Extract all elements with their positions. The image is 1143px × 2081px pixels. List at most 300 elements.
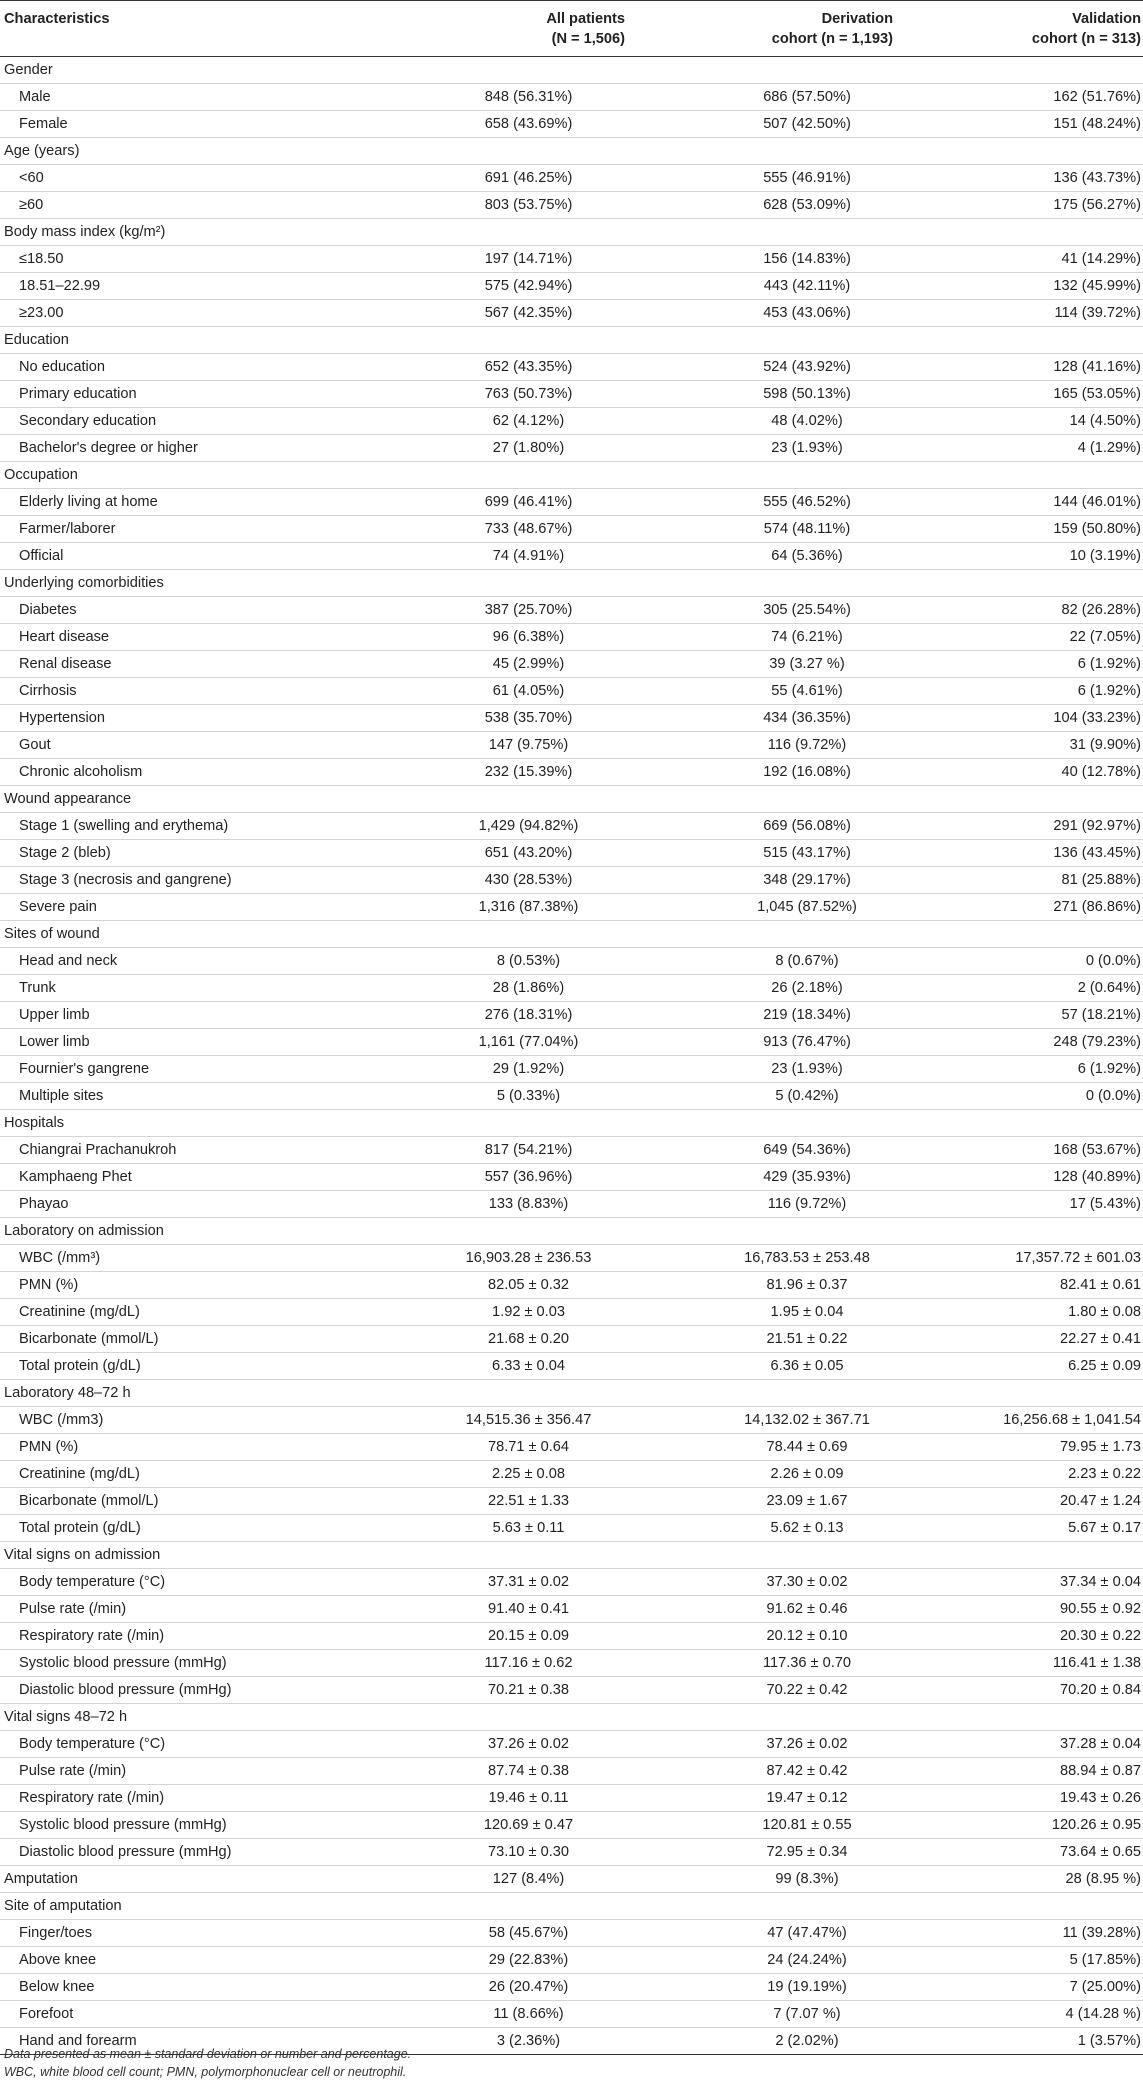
validation-value: 70.20 ± 0.84 xyxy=(895,1677,1143,1704)
derivation-value: 649 (54.36%) xyxy=(627,1137,895,1164)
validation-value: 116.41 ± 1.38 xyxy=(895,1650,1143,1677)
validation-value: 159 (50.80%) xyxy=(895,516,1143,543)
table-row xyxy=(0,894,1143,921)
derivation-value: 48 (4.02%) xyxy=(627,408,895,435)
row-label: Total protein (g/dL) xyxy=(0,1515,370,1542)
validation-value xyxy=(895,1893,1143,1920)
derivation-value: 39 (3.27 %) xyxy=(627,651,895,678)
table-row xyxy=(0,192,1143,219)
table-section-row xyxy=(0,219,1143,246)
table-row xyxy=(0,543,1143,570)
row-label: Kamphaeng Phet xyxy=(0,1164,370,1191)
table-row xyxy=(0,435,1143,462)
validation-value: 132 (45.99%) xyxy=(895,273,1143,300)
row-label: PMN (%) xyxy=(0,1272,370,1299)
row-label: Male xyxy=(0,84,370,111)
derivation-value: 55 (4.61%) xyxy=(627,678,895,705)
all-patients-value: 62 (4.12%) xyxy=(370,408,627,435)
derivation-value: 16,783.53 ± 253.48 xyxy=(627,1245,895,1272)
all-patients-value: 733 (48.67%) xyxy=(370,516,627,543)
all-patients-value: 232 (15.39%) xyxy=(370,759,627,786)
footnote-data-presented: Data presented as mean ± standard deviation or number and percentage. xyxy=(4,2047,412,2061)
validation-value: 82 (26.28%) xyxy=(895,597,1143,624)
table-row xyxy=(0,111,1143,138)
section-label: Vital signs on admission xyxy=(0,1542,370,1569)
validation-value: 7 (25.00%) xyxy=(895,1974,1143,2001)
section-label: Wound appearance xyxy=(0,786,370,813)
table-row xyxy=(0,1839,1143,1866)
table-row xyxy=(0,651,1143,678)
row-label: ≥23.00 xyxy=(0,300,370,327)
validation-value: 81 (25.88%) xyxy=(895,867,1143,894)
all-patients-value: 19.46 ± 0.11 xyxy=(370,1785,627,1812)
table-row xyxy=(0,1353,1143,1380)
validation-value: 20.30 ± 0.22 xyxy=(895,1623,1143,1650)
validation-value: 4 (1.29%) xyxy=(895,435,1143,462)
section-label: Gender xyxy=(4,62,53,78)
validation-value xyxy=(895,1218,1143,1245)
derivation-value: 19.47 ± 0.12 xyxy=(627,1785,895,1812)
all-patients-value: 28 (1.86%) xyxy=(370,975,627,1002)
derivation-value: 23.09 ± 1.67 xyxy=(627,1488,895,1515)
derivation-value xyxy=(627,219,895,246)
derivation-value xyxy=(627,921,895,948)
validation-value: 4 (14.28 %) xyxy=(895,2001,1143,2028)
derivation-value: 91.62 ± 0.46 xyxy=(627,1596,895,1623)
derivation-value: 6.36 ± 0.05 xyxy=(627,1353,895,1380)
validation-value xyxy=(895,786,1143,813)
table-section-row xyxy=(0,1380,1143,1407)
table-section-row xyxy=(0,570,1143,597)
row-label: Finger/toes xyxy=(0,1920,370,1947)
derivation-value: 453 (43.06%) xyxy=(627,300,895,327)
all-patients-value: 538 (35.70%) xyxy=(370,705,627,732)
validation-value: 41 (14.29%) xyxy=(895,246,1143,273)
table-row xyxy=(0,1434,1143,1461)
all-patients-value: 82.05 ± 0.32 xyxy=(370,1272,627,1299)
all-patients-value xyxy=(370,1893,627,1920)
all-patients-value xyxy=(370,138,627,165)
table-section-row xyxy=(0,57,1143,84)
derivation-value xyxy=(627,462,895,489)
all-patients-value: 45 (2.99%) xyxy=(370,651,627,678)
row-label: Body temperature (°C) xyxy=(0,1731,370,1758)
table-section-row xyxy=(0,1110,1143,1137)
table-row xyxy=(0,1623,1143,1650)
table-row xyxy=(0,1785,1143,1812)
table-row xyxy=(0,975,1143,1002)
row-label: Creatinine (mg/dL) xyxy=(0,1461,370,1488)
row-label: Diastolic blood pressure (mmHg) xyxy=(0,1839,370,1866)
header-derivation-cohort: Derivation cohort (n = 1,193) xyxy=(771,11,893,47)
validation-value xyxy=(895,462,1143,489)
section-label: Laboratory on admission xyxy=(0,1218,370,1245)
derivation-value: 5 (0.42%) xyxy=(627,1083,895,1110)
all-patients-value: 58 (45.67%) xyxy=(370,1920,627,1947)
derivation-value: 117.36 ± 0.70 xyxy=(627,1650,895,1677)
validation-value: 40 (12.78%) xyxy=(895,759,1143,786)
row-label: ≥60 xyxy=(0,192,370,219)
all-patients-value: 763 (50.73%) xyxy=(370,381,627,408)
validation-value: 22.27 ± 0.41 xyxy=(895,1326,1143,1353)
all-patients-value: 16,903.28 ± 236.53 xyxy=(370,1245,627,1272)
all-patients-value xyxy=(370,327,627,354)
derivation-value xyxy=(627,1218,895,1245)
validation-value: 104 (33.23%) xyxy=(895,705,1143,732)
derivation-value xyxy=(627,1110,895,1137)
validation-value: 28 (8.95 %) xyxy=(895,1866,1143,1893)
validation-value xyxy=(895,138,1143,165)
table-section-row xyxy=(0,327,1143,354)
all-patients-value: 74 (4.91%) xyxy=(370,543,627,570)
table-row xyxy=(0,1758,1143,1785)
derivation-value: 598 (50.13%) xyxy=(627,381,895,408)
section-label: Education xyxy=(0,327,370,354)
table-section-row xyxy=(0,462,1143,489)
validation-value: 128 (41.16%) xyxy=(895,354,1143,381)
section-label: Laboratory 48–72 h xyxy=(0,1380,370,1407)
row-label: Gout xyxy=(0,732,370,759)
derivation-value xyxy=(627,1542,895,1569)
row-label: Elderly living at home xyxy=(0,489,370,516)
section-label: Occupation xyxy=(0,462,370,489)
table-section-row xyxy=(0,1704,1143,1731)
derivation-value: 913 (76.47%) xyxy=(627,1029,895,1056)
all-patients-value: 817 (54.21%) xyxy=(370,1137,627,1164)
row-label: WBC (/mm3) xyxy=(0,1407,370,1434)
row-label: Trunk xyxy=(0,975,370,1002)
derivation-value: 574 (48.11%) xyxy=(627,516,895,543)
validation-value: 5 (17.85%) xyxy=(895,1947,1143,1974)
row-label: Systolic blood pressure (mmHg) xyxy=(0,1650,370,1677)
all-patients-value: 29 (22.83%) xyxy=(370,1947,627,1974)
validation-value: 11 (39.28%) xyxy=(895,1920,1143,1947)
derivation-value: 72.95 ± 0.34 xyxy=(627,1839,895,1866)
validation-value: 271 (86.86%) xyxy=(895,894,1143,921)
row-label: Bicarbonate (mmol/L) xyxy=(0,1326,370,1353)
all-patients-value: 29 (1.92%) xyxy=(370,1056,627,1083)
all-patients-value: 1,316 (87.38%) xyxy=(370,894,627,921)
row-label: Stage 3 (necrosis and gangrene) xyxy=(0,867,370,894)
all-patients-value: 6.33 ± 0.04 xyxy=(370,1353,627,1380)
row-label: Pulse rate (/min) xyxy=(0,1758,370,1785)
all-patients-value: 61 (4.05%) xyxy=(370,678,627,705)
validation-value: 120.26 ± 0.95 xyxy=(895,1812,1143,1839)
derivation-value: 555 (46.91%) xyxy=(627,165,895,192)
table-body xyxy=(0,57,1143,2055)
validation-value: 20.47 ± 1.24 xyxy=(895,1488,1143,1515)
all-patients-value: 1.92 ± 0.03 xyxy=(370,1299,627,1326)
section-label: Underlying comorbidities xyxy=(0,570,370,597)
all-patients-value: 73.10 ± 0.30 xyxy=(370,1839,627,1866)
table-section-row xyxy=(0,1893,1143,1920)
all-patients-value xyxy=(370,1380,627,1407)
all-patients-value: 651 (43.20%) xyxy=(370,840,627,867)
derivation-value: 429 (35.93%) xyxy=(627,1164,895,1191)
derivation-value: 116 (9.72%) xyxy=(627,732,895,759)
table-row xyxy=(0,1164,1143,1191)
row-label: Chiangrai Prachanukroh xyxy=(0,1137,370,1164)
validation-value xyxy=(895,1380,1143,1407)
derivation-value: 7 (7.07 %) xyxy=(627,2001,895,2028)
validation-value: 37.34 ± 0.04 xyxy=(895,1569,1143,1596)
derivation-value: 116 (9.72%) xyxy=(627,1191,895,1218)
row-label: Bachelor's degree or higher xyxy=(0,435,370,462)
all-patients-value xyxy=(370,219,627,246)
row-label: Diastolic blood pressure (mmHg) xyxy=(0,1677,370,1704)
derivation-value: 37.30 ± 0.02 xyxy=(627,1569,895,1596)
all-patients-value: 22.51 ± 1.33 xyxy=(370,1488,627,1515)
row-label: Respiratory rate (/min) xyxy=(0,1623,370,1650)
table-row xyxy=(0,1731,1143,1758)
table-row xyxy=(0,1056,1143,1083)
derivation-value: 628 (53.09%) xyxy=(627,192,895,219)
table-section-row xyxy=(0,138,1143,165)
all-patients-value: 430 (28.53%) xyxy=(370,867,627,894)
table-row xyxy=(0,1947,1143,1974)
all-patients-value: 78.71 ± 0.64 xyxy=(370,1434,627,1461)
validation-value: 14 (4.50%) xyxy=(895,408,1143,435)
all-patients-value: 37.31 ± 0.02 xyxy=(370,1569,627,1596)
validation-value: 0 (0.0%) xyxy=(895,1083,1143,1110)
row-label: ≤18.50 xyxy=(0,246,370,273)
table-row xyxy=(0,1920,1143,1947)
validation-value: 10 (3.19%) xyxy=(895,543,1143,570)
validation-value xyxy=(895,327,1143,354)
all-patients-value: 117.16 ± 0.62 xyxy=(370,1650,627,1677)
row-label: Phayao xyxy=(0,1191,370,1218)
table-row xyxy=(0,1137,1143,1164)
row-label: Multiple sites xyxy=(0,1083,370,1110)
section-label: Hospitals xyxy=(0,1110,370,1137)
table-row xyxy=(0,1515,1143,1542)
validation-value: 6 (1.92%) xyxy=(895,651,1143,678)
row-label: Severe pain xyxy=(0,894,370,921)
all-patients-value: 26 (20.47%) xyxy=(370,1974,627,2001)
row-label: 18.51–22.99 xyxy=(0,273,370,300)
validation-value: 151 (48.24%) xyxy=(895,111,1143,138)
validation-value: 5.67 ± 0.17 xyxy=(895,1515,1143,1542)
all-patients-value: 133 (8.83%) xyxy=(370,1191,627,1218)
row-label: Official xyxy=(0,543,370,570)
derivation-value: 5.62 ± 0.13 xyxy=(627,1515,895,1542)
header-row xyxy=(0,1,1143,57)
table-row xyxy=(0,759,1143,786)
section-label: Amputation xyxy=(0,1866,370,1893)
derivation-value xyxy=(627,327,895,354)
table-row xyxy=(0,1461,1143,1488)
all-patients-value: 197 (14.71%) xyxy=(370,246,627,273)
validation-value: 1 (3.57%) xyxy=(895,2028,1143,2055)
validation-value: 31 (9.90%) xyxy=(895,732,1143,759)
table-row xyxy=(0,732,1143,759)
all-patients-value: 96 (6.38%) xyxy=(370,624,627,651)
row-label: Diabetes xyxy=(0,597,370,624)
row-label: WBC (/mm³) xyxy=(0,1245,370,1272)
validation-value: 17,357.72 ± 601.03 xyxy=(895,1245,1143,1272)
derivation-value: 2 (2.02%) xyxy=(627,2028,895,2055)
validation-value: 168 (53.67%) xyxy=(895,1137,1143,1164)
row-label: Chronic alcoholism xyxy=(0,759,370,786)
row-label: Bicarbonate (mmol/L) xyxy=(0,1488,370,1515)
table-row xyxy=(0,1299,1143,1326)
table-row xyxy=(0,2001,1143,2028)
derivation-value: 669 (56.08%) xyxy=(627,813,895,840)
table-row xyxy=(0,1812,1143,1839)
table-row xyxy=(0,1191,1143,1218)
derivation-value: 555 (46.52%) xyxy=(627,489,895,516)
table-row xyxy=(0,624,1143,651)
all-patients-value: 127 (8.4%) xyxy=(370,1866,627,1893)
table-row xyxy=(0,1569,1143,1596)
header-characteristics: Characteristics xyxy=(4,11,110,27)
all-patients-value xyxy=(370,1704,627,1731)
table-row xyxy=(0,705,1143,732)
row-label: Pulse rate (/min) xyxy=(0,1596,370,1623)
row-label: Hypertension xyxy=(0,705,370,732)
row-label: Farmer/laborer xyxy=(0,516,370,543)
row-label: Primary education xyxy=(0,381,370,408)
all-patients-value: 575 (42.94%) xyxy=(370,273,627,300)
header-validation-cohort: Validation cohort (n = 313) xyxy=(1031,11,1141,47)
validation-value: 1.80 ± 0.08 xyxy=(895,1299,1143,1326)
all-patients-value: 70.21 ± 0.38 xyxy=(370,1677,627,1704)
validation-value xyxy=(895,921,1143,948)
row-label: Stage 2 (bleb) xyxy=(0,840,370,867)
derivation-value: 74 (6.21%) xyxy=(627,624,895,651)
table-row xyxy=(0,84,1143,111)
derivation-value xyxy=(627,1893,895,1920)
validation-value: 90.55 ± 0.92 xyxy=(895,1596,1143,1623)
derivation-value: 37.26 ± 0.02 xyxy=(627,1731,895,1758)
derivation-value xyxy=(627,1380,895,1407)
derivation-value: 24 (24.24%) xyxy=(627,1947,895,1974)
all-patients-value: 387 (25.70%) xyxy=(370,597,627,624)
all-patients-value: 2.25 ± 0.08 xyxy=(370,1461,627,1488)
table-row xyxy=(0,1029,1143,1056)
validation-value: 6.25 ± 0.09 xyxy=(895,1353,1143,1380)
all-patients-value: 20.15 ± 0.09 xyxy=(370,1623,627,1650)
all-patients-value: 21.68 ± 0.20 xyxy=(370,1326,627,1353)
row-label: Below knee xyxy=(0,1974,370,2001)
derivation-value xyxy=(627,570,895,597)
footnote-abbreviations: WBC, white blood cell count; PMN, polymorphonuclear cell or neutrophil. xyxy=(4,2065,407,2079)
derivation-value: 47 (47.47%) xyxy=(627,1920,895,1947)
derivation-value xyxy=(627,57,895,84)
all-patients-value xyxy=(370,921,627,948)
section-label: Site of amputation xyxy=(0,1893,370,1920)
derivation-value: 515 (43.17%) xyxy=(627,840,895,867)
all-patients-value: 691 (46.25%) xyxy=(370,165,627,192)
validation-value: 144 (46.01%) xyxy=(895,489,1143,516)
derivation-value: 192 (16.08%) xyxy=(627,759,895,786)
validation-value xyxy=(895,1542,1143,1569)
derivation-value: 20.12 ± 0.10 xyxy=(627,1623,895,1650)
row-label: PMN (%) xyxy=(0,1434,370,1461)
derivation-value: 348 (29.17%) xyxy=(627,867,895,894)
validation-value: 136 (43.73%) xyxy=(895,165,1143,192)
row-label: Body temperature (°C) xyxy=(0,1569,370,1596)
derivation-value xyxy=(627,786,895,813)
row-label: Secondary education xyxy=(0,408,370,435)
derivation-value: 434 (36.35%) xyxy=(627,705,895,732)
validation-value: 291 (92.97%) xyxy=(895,813,1143,840)
table-row xyxy=(0,1596,1143,1623)
table-section-row xyxy=(0,1218,1143,1245)
validation-value: 6 (1.92%) xyxy=(895,678,1143,705)
section-label: Body mass index (kg/m²) xyxy=(0,219,370,246)
validation-value: 17 (5.43%) xyxy=(895,1191,1143,1218)
table-row xyxy=(0,678,1143,705)
validation-value: 73.64 ± 0.65 xyxy=(895,1839,1143,1866)
validation-value xyxy=(895,570,1143,597)
all-patients-value: 8 (0.53%) xyxy=(370,948,627,975)
validation-value: 2.23 ± 0.22 xyxy=(895,1461,1143,1488)
derivation-value: 524 (43.92%) xyxy=(627,354,895,381)
table-row xyxy=(0,1407,1143,1434)
table-footnotes xyxy=(4,2045,411,2081)
validation-value: 162 (51.76%) xyxy=(895,84,1143,111)
row-label: Renal disease xyxy=(0,651,370,678)
validation-value: 165 (53.05%) xyxy=(895,381,1143,408)
row-label: Forefoot xyxy=(0,2001,370,2028)
all-patients-value: 27 (1.80%) xyxy=(370,435,627,462)
validation-value xyxy=(895,219,1143,246)
all-patients-value xyxy=(370,1110,627,1137)
validation-value: 6 (1.92%) xyxy=(895,1056,1143,1083)
table-row xyxy=(0,381,1143,408)
table-row xyxy=(0,489,1143,516)
derivation-value: 8 (0.67%) xyxy=(627,948,895,975)
validation-value xyxy=(895,1110,1143,1137)
row-label: Total protein (g/dL) xyxy=(0,1353,370,1380)
all-patients-value: 699 (46.41%) xyxy=(370,489,627,516)
derivation-value xyxy=(627,138,895,165)
table-row xyxy=(0,840,1143,867)
table-row xyxy=(0,1245,1143,1272)
table-row xyxy=(0,1326,1143,1353)
derivation-value: 21.51 ± 0.22 xyxy=(627,1326,895,1353)
section-label: Sites of wound xyxy=(0,921,370,948)
all-patients-value: 658 (43.69%) xyxy=(370,111,627,138)
derivation-value: 686 (57.50%) xyxy=(627,84,895,111)
all-patients-value: 91.40 ± 0.41 xyxy=(370,1596,627,1623)
derivation-value: 507 (42.50%) xyxy=(627,111,895,138)
derivation-value: 78.44 ± 0.69 xyxy=(627,1434,895,1461)
derivation-value: 23 (1.93%) xyxy=(627,1056,895,1083)
all-patients-value: 87.74 ± 0.38 xyxy=(370,1758,627,1785)
table-section-row xyxy=(0,1542,1143,1569)
derivation-value: 19 (19.19%) xyxy=(627,1974,895,2001)
row-label: Hand and forearm xyxy=(0,2028,370,2055)
all-patients-value: 1,161 (77.04%) xyxy=(370,1029,627,1056)
validation-value: 16,256.68 ± 1,041.54 xyxy=(895,1407,1143,1434)
row-label: Lower limb xyxy=(0,1029,370,1056)
derivation-value: 14,132.02 ± 367.71 xyxy=(627,1407,895,1434)
row-label: Cirrhosis xyxy=(0,678,370,705)
table-row xyxy=(0,597,1143,624)
all-patients-value: 5 (0.33%) xyxy=(370,1083,627,1110)
row-label: <60 xyxy=(0,165,370,192)
row-label: Respiratory rate (/min) xyxy=(0,1785,370,1812)
all-patients-value: 11 (8.66%) xyxy=(370,2001,627,2028)
row-label: Systolic blood pressure (mmHg) xyxy=(0,1812,370,1839)
table-row xyxy=(0,948,1143,975)
table-row xyxy=(0,246,1143,273)
validation-value: 0 (0.0%) xyxy=(895,948,1143,975)
derivation-value: 305 (25.54%) xyxy=(627,597,895,624)
table-row xyxy=(0,408,1143,435)
